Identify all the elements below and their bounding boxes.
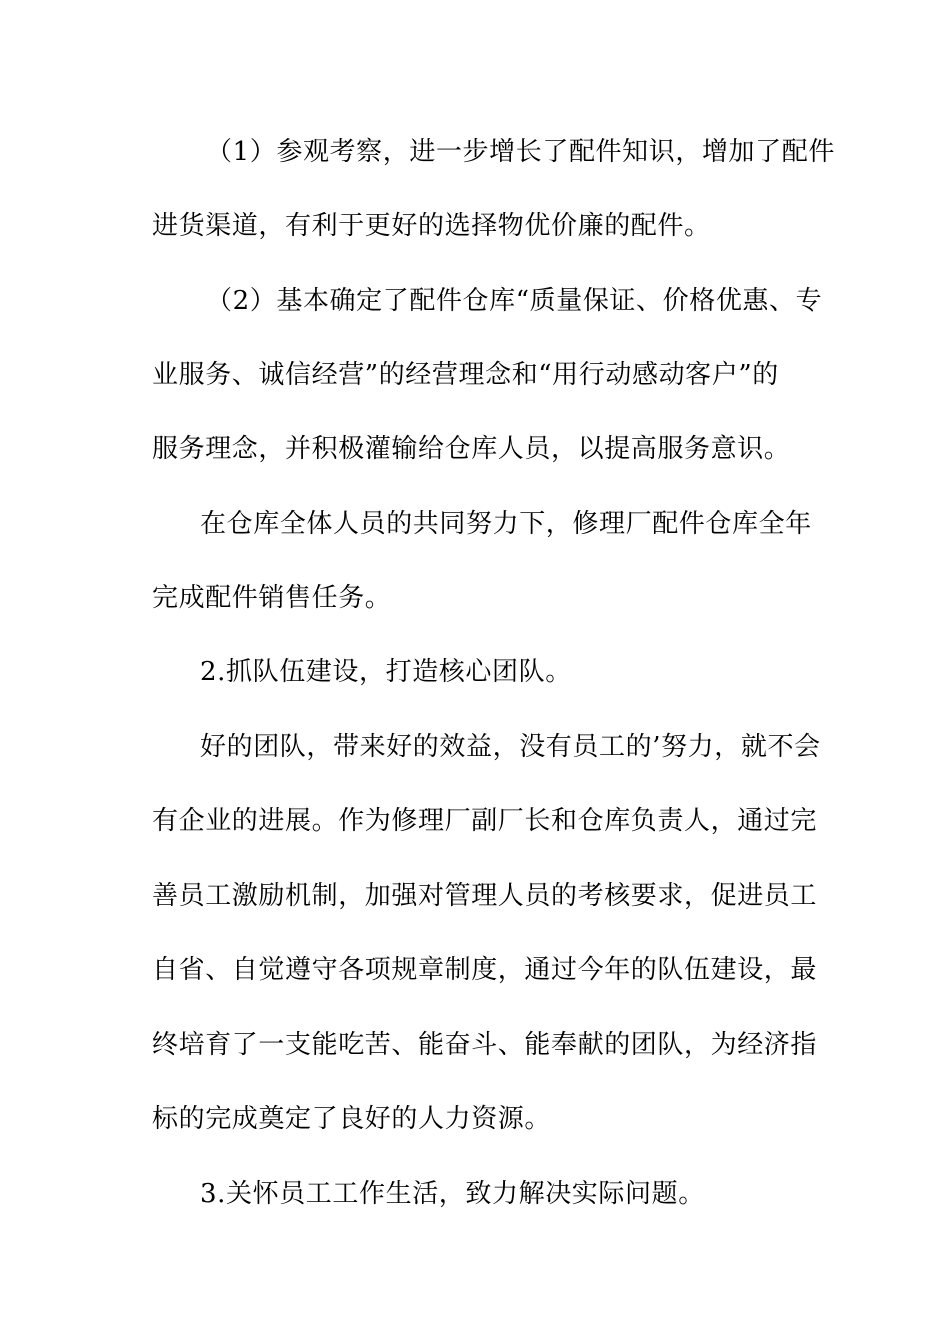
paragraph-1-line-1: （1）参观考察，进一步增长了配件知识，增加了配件 (206, 137, 835, 167)
paragraph-2-line-3: 服务理念，并积极灌输给仓库人员，以提高服务意识。 (152, 434, 791, 464)
paragraph-4-line-2: 有企业的进展。作为修理厂副厂长和仓库负责人，通过完 (152, 806, 818, 836)
paragraph-2-line-2: 业服务、诚信经营”的经营理念和“用行动感动客户”的 (152, 360, 779, 390)
paragraph-1-line-2: 进货渠道，有利于更好的选择物优价廉的配件。 (152, 211, 711, 241)
paragraph-3-line-1: 在仓库全体人员的共同努力下，修理厂配件仓库全年 (200, 509, 812, 539)
paragraph-4-line-3: 善员工激励机制，加强对管理人员的考核要求，促进员工 (152, 881, 818, 911)
paragraph-3-line-2: 完成配件销售任务。 (152, 583, 392, 613)
paragraph-4-line-1: 好的团队，带来好的效益，没有员工的’努力，就不会 (200, 732, 821, 762)
paragraph-4-line-5: 终培育了一支能吃苦、能奋斗、能奉献的团队，为经济指 (152, 1030, 818, 1060)
section-heading-2: 2.抓队伍建设，打造核心团队。 (200, 657, 572, 687)
paragraph-4-line-6: 标的完成奠定了良好的人力资源。 (152, 1104, 552, 1134)
section-heading-3: 3.关怀员工工作生活，致力解决实际问题。 (200, 1179, 705, 1209)
paragraph-2-line-1: （2）基本确定了配件仓库“质量保证、价格优惠、专 (206, 286, 823, 316)
paragraph-4-line-4: 自省、自觉遵守各项规章制度，通过今年的队伍建设，最 (152, 955, 818, 985)
